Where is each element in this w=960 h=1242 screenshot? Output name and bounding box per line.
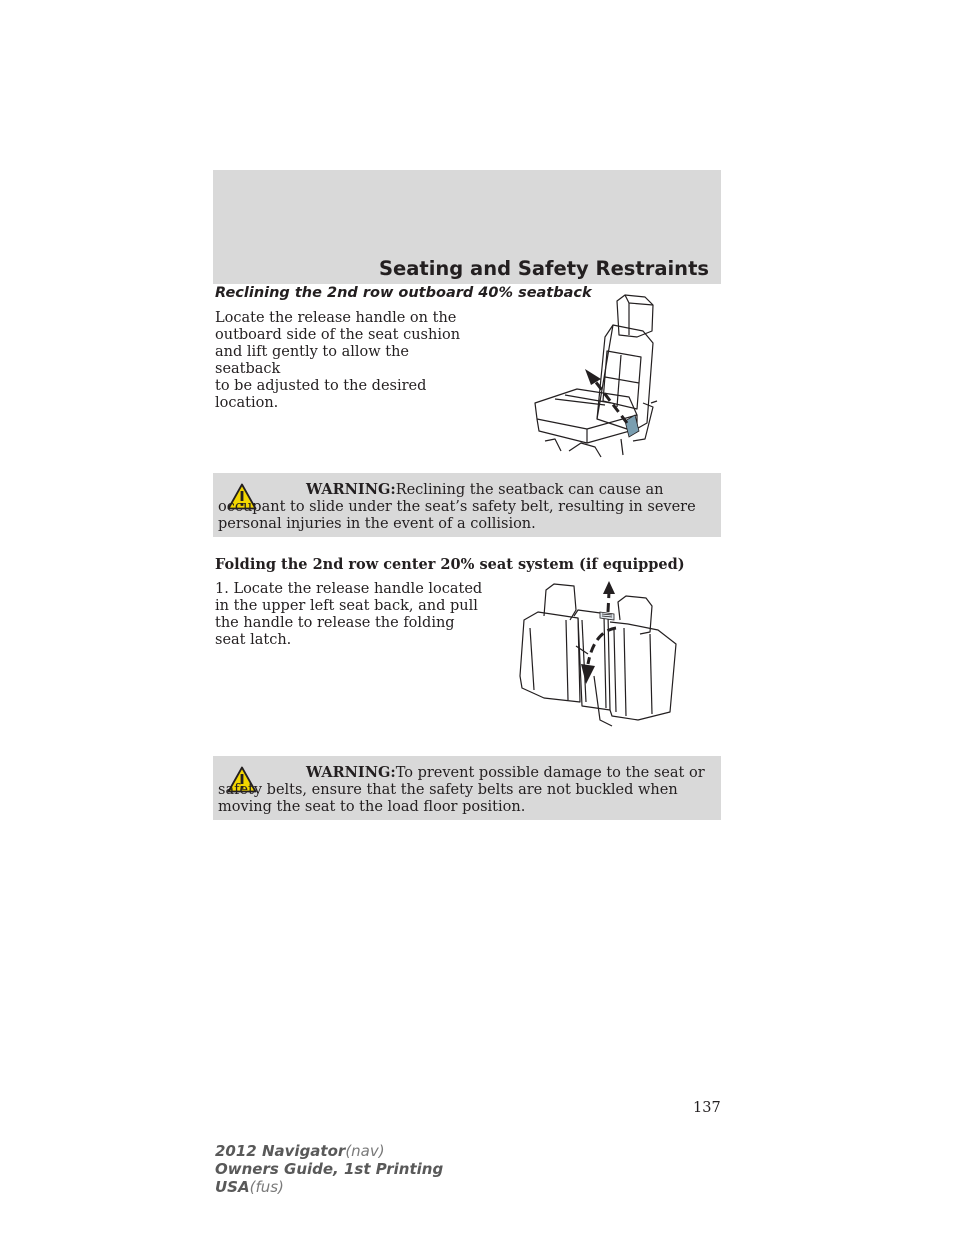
footer-line-3 — [215, 1178, 443, 1196]
warning-box-fold — [213, 756, 721, 820]
section-title: Seating and Safety Restraints — [378, 257, 709, 280]
footer-market-code: (fus) — [249, 1178, 284, 1196]
warning-box-recline — [213, 473, 721, 537]
page-number: 137 — [693, 1100, 721, 1116]
warning-text: To prevent possible damage to the seat or safety belts, ensure that the safety belts are not buckled when moving the seat to the load floor position. — [218, 765, 705, 815]
footer-edition: Owners Guide, 1st Printing — [215, 1160, 444, 1178]
recline-heading: Reclining the 2nd row outboard 40% seatback — [215, 285, 592, 301]
footer-line-1 — [215, 1142, 443, 1160]
print-footer — [215, 1142, 443, 1196]
fold-heading: Folding the 2nd row center 20% seat system (if equipped) — [215, 556, 685, 573]
recline-instructions: Locate the release handle on the outboard side of the seat cushion and lift gently to allow the seatback to be adjusted to the desired location. — [215, 310, 461, 411]
warning-label: WARNING: — [306, 764, 396, 781]
footer-model: 2012 Navigator — [215, 1142, 346, 1160]
fold-step-1: 1. Locate the release handle located in the upper left seat back, and pull the handle to release the folding seat latch. — [215, 581, 483, 648]
footer-model-code: (nav) — [345, 1142, 385, 1160]
warning-text: Reclining the seatback can cause an occupant to slide under the seat’s safety belt, resulting in severe personal injuries in the event of a collision. — [218, 482, 696, 532]
warning-label: WARNING: — [306, 481, 396, 498]
section-header-bar — [213, 170, 721, 284]
footer-market: USA — [215, 1178, 250, 1196]
footer-line-2 — [215, 1160, 443, 1178]
seat-recline-illustration — [525, 291, 665, 459]
center-seat-fold-illustration — [518, 580, 680, 728]
